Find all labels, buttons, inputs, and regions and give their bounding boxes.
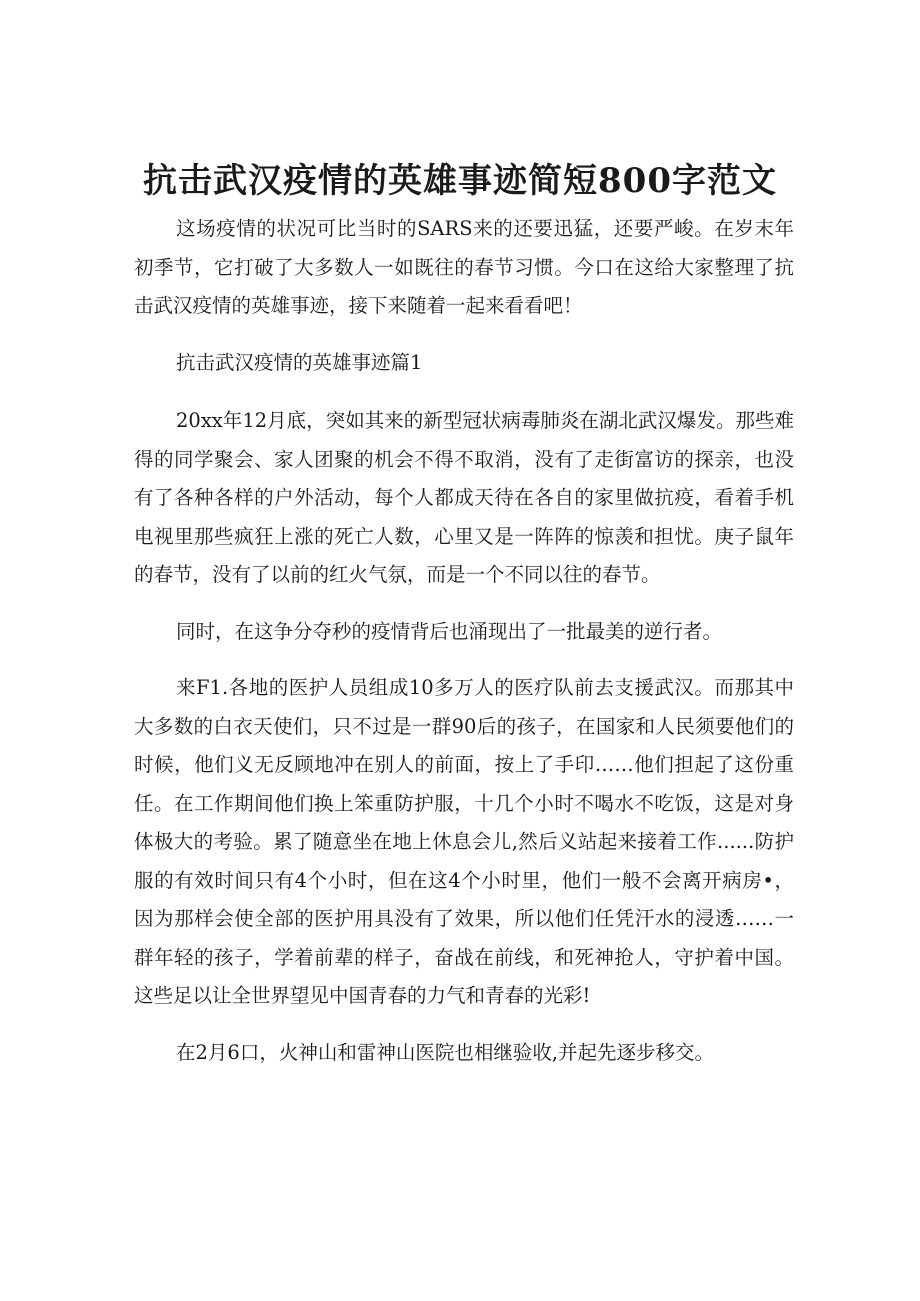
- body-paragraph: 在2月6口，火神山和雷神山医院也相继验收,并起先逐步移交。: [176, 1040, 715, 1064]
- document-body: [134, 210, 794, 1090]
- section-heading: 抗击武汉疫情的英雄事迹篇1: [176, 350, 423, 374]
- intro-paragraph: 这场疫情的状况可比当时的SARS来的还要迅猛，还要严峻。在岁末年初季节，它打破了大多数人一如既往的春节习惯。今口在这给大家整理了抗击武汉疫情的英雄事迹，接下来随着一起来看看吧！: [134, 217, 794, 317]
- body-paragraph: 20xx年12月底，突如其来的新型冠状病毒肺炎在湖北武汉爆发。那些难得的同学聚会、家人团聚的机会不得不取消，没有了走街富访的探亲，也没有了各种各样的户外活动，每个人都成天待在各自的家里做抗疫，看着手机电视里那些疯狂上涨的死亡人数，心里又是一阵阵的惊羡和担忧。庚子鼠年的春节，没有了以前的红火气氛，而是一个不同以往的春节。: [134, 409, 794, 586]
- document-title: 抗击武汉疫情的英雄事迹简短800字范文: [143, 160, 777, 201]
- body-paragraph: 来F1.各地的医护人员组成10多万人的医疗队前去支援武汉。而那其中大多数的白衣天使们，只不过是一群90后的孩子，在国家和人民须要他们的时候，他们义无反顾地冲在别人的前面，按上了手印……他们担起了这份重任。在工作期间他们换上笨重防护服，十几个小时不喝水不吃饭，这是对身体极大的考验。累了随意坐在地上休息会儿,然后义站起来接着工作......防护服的有效时间只有4个小时，但在这4个小时里，他们一般不会离开病房•，因为那样会使全部的医护用具没有了效果，所以他们任凭汗水的浸透……一群年轻的孩子，学着前辈的样子，奋战在前线，和死神抢人，守护着中国。这些足以让全世界望见中国青春的力气和青春的光彩!: [134, 676, 794, 1007]
- body-paragraph: 同时，在这争分夺秒的疫情背后也涌现出了一批最美的逆行者。: [176, 619, 723, 643]
